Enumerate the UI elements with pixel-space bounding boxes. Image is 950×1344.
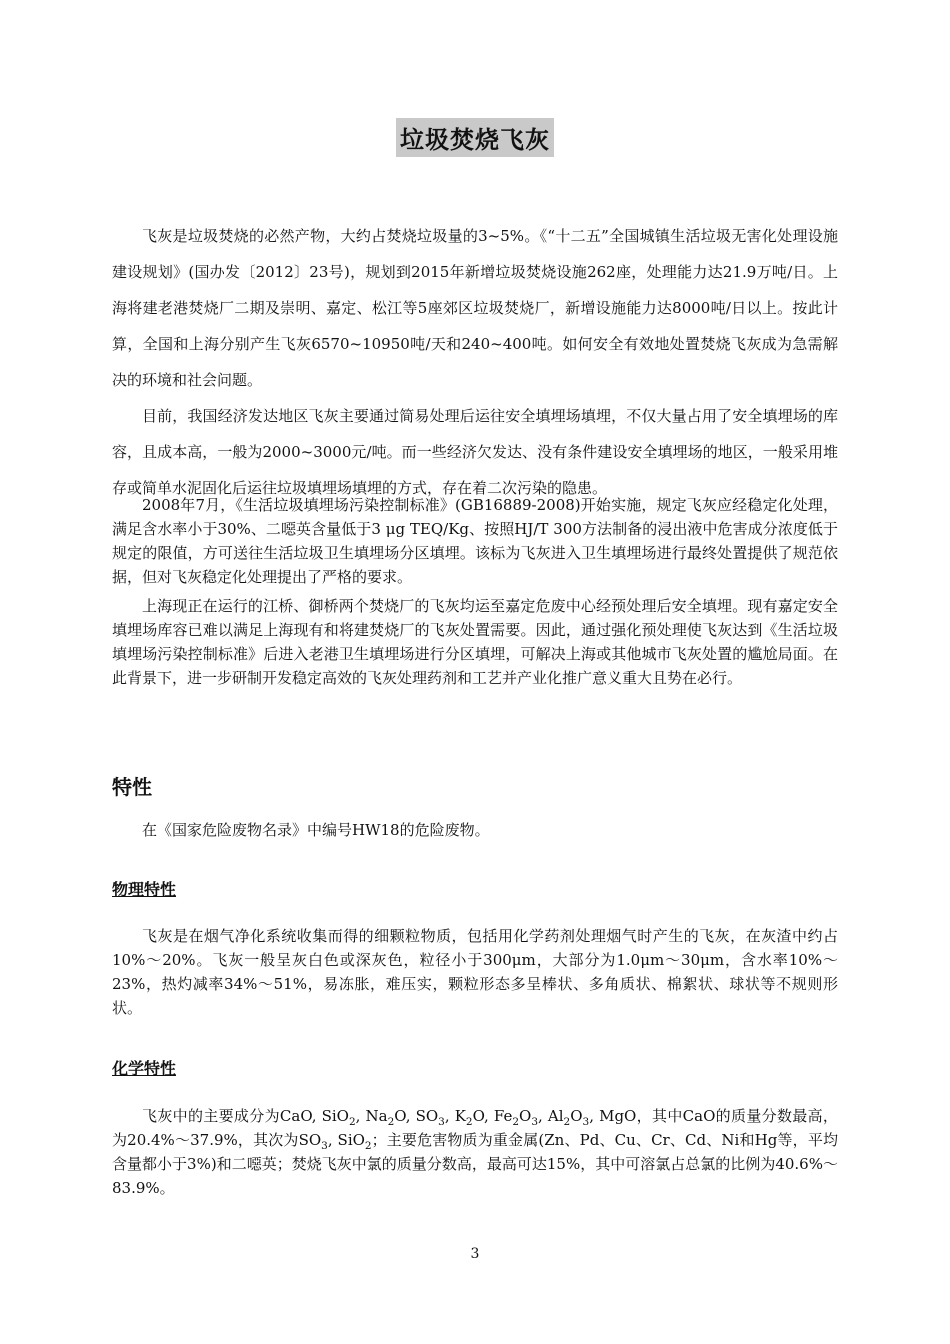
chem-compound: $K_2O$ <box>454 1107 485 1128</box>
chemical-properties-heading: 化学特性 <box>112 1059 177 1078</box>
chem-compound: CaO <box>279 1107 312 1125</box>
document-title-wrap <box>0 118 950 157</box>
chemical-properties-text: 飞灰中的主要成分为CaO, SiO$_2$, $Na_2O$, $SO_3$, $K_2O$, $Fe_2O_3$, $Al_2O_3$, MgO，其中CaO的质量分数最高，为20.4%～37.9%，其次为$SO_3$, SiO$_2$；主要危害物质为重金属(Zn、Pd、Cu、Cr、Cd、Ni和Hg等，平均含量都小于3%)和二噁英；焚烧飞灰中氯的质量分数高，最高可达15%，其中可溶氯占总氯的比例为40.6%～83.9%。 <box>112 1107 838 1197</box>
section-intro-text: 在《国家危险废物名录》中编号HW18的危险废物。 <box>142 821 490 839</box>
document-title: 垃圾焚烧飞灰 <box>396 118 554 157</box>
intro-paragraph-3: 2008年7月，《生活垃圾填埋场污染控制标准》(GB16889-2008)开始实施，规定飞灰应经稳定化处理，满足含水率小于30%、二噁英含量低于3 μg TEQ/Kg、按照HJ/T 300方法制备的浸出液中危害成分浓度低于规定的限值，方可送往生活垃圾卫生填埋场分区填埋。该标为飞灰进入卫生填埋场进行最终处置提供了规范依据，但对飞灰稳定化处理提出了严格的要求。 <box>112 496 838 586</box>
chem-compound: $Fe_2O_3$ <box>493 1107 539 1128</box>
intro-paragraph-4: 上海现正在运行的江桥、御桥两个焚烧厂的飞灰均运至嘉定危废中心经预处理后安全填埋。现有嘉定安全填埋场库容已难以满足上海现有和将建焚烧厂的飞灰处置需要。因此，通过强化预处理使飞灰达到《生活垃圾填埋场污染控制标准》后进入老港卫生填埋场进行分区填埋，可解决上海或其他城市飞灰处置的尴尬局面。在此背景下，进一步研制开发稳定高效的飞灰处理药剂和工艺并产业化推广意义重大且势在必行。 <box>112 597 838 687</box>
page-number: 3 <box>470 1246 480 1262</box>
intro-paragraph-2: 目前，我国经济发达地区飞灰主要通过简易处理后运往安全填埋场填埋，不仅大量占用了安全填埋场的库容，且成本高，一般为2000~3000元/吨。而一些经济欠发达、没有条件建设安全填埋场的地区，一般采用堆存或简单水泥固化后运往垃圾填埋场填埋的方式，存在着二次污染的隐患。 <box>112 407 838 497</box>
physical-properties-text: 飞灰是在烟气净化系统收集而得的细颗粒物质，包括用化学药剂处理烟气时产生的飞灰，在灰渣中约占10%～20%。飞灰一般呈灰白色或深灰色，粒径小于300μm，大部分为1.0μm～30μm，含水率10%～23%，热灼减率34%～51%，易冻胀，难压实，颗粒形态多呈棒状、多角质状、棉絮状、球状等不规则形状。 <box>112 927 838 1017</box>
chemical-lead-text: 飞灰中的主要成分为 <box>142 1107 280 1125</box>
section-heading-characteristics: 特性 <box>112 775 152 799</box>
chem-compound: $Al_2O_3$ <box>547 1107 590 1128</box>
intro-paragraph-1: 飞灰是垃圾焚烧的必然产物，大约占焚烧垃圾量的3~5%。《“十二五”全国城镇生活垃圾无害化处理设施建设规划》(国办发〔2012〕23号)，规划到2015年新增垃圾焚烧设施262座，处理能力达21.9万吨/日。上海将建老港焚烧厂二期及崇明、嘉定、松江等5座郊区垃圾焚烧厂，新增设施能力达8000吨/日以上。按此计算，全国和上海分别产生飞灰6570~10950吨/天和240~400吨。如何安全有效地处置焚烧飞灰成为急需解决的环境和社会问题。 <box>112 227 838 389</box>
chem-compound: $Na_2O$ <box>365 1107 406 1128</box>
physical-properties-heading: 物理特性 <box>112 880 177 899</box>
chem-compound: MgO <box>599 1107 637 1125</box>
chem-compound: $SO_3$ <box>415 1107 445 1128</box>
chem-compound: SiO$_2$ <box>321 1107 356 1128</box>
